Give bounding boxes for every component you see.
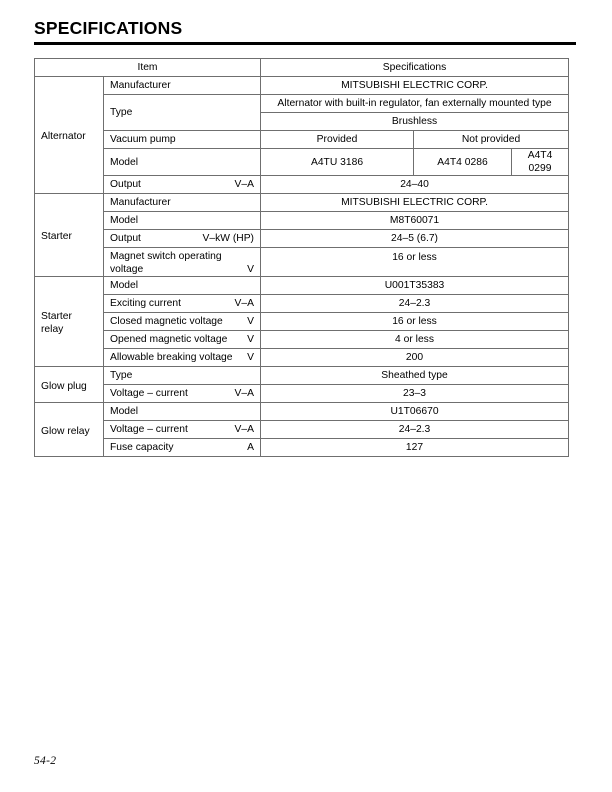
page-title: SPECIFICATIONS bbox=[34, 18, 183, 38]
value-cell: 127 bbox=[261, 439, 569, 457]
item-unit: V–A bbox=[234, 179, 254, 190]
item-unit: V bbox=[247, 352, 254, 363]
item-label-cell bbox=[104, 421, 261, 439]
item-label: Type bbox=[110, 370, 133, 381]
item-label-cell bbox=[104, 230, 261, 248]
item-label: Voltage – current bbox=[110, 424, 188, 435]
value-cell: MITSUBISHI ELECTRIC CORP. bbox=[261, 77, 569, 95]
table-row bbox=[35, 403, 569, 421]
value-cell: Not provided bbox=[414, 131, 569, 149]
value-cell: 4 or less bbox=[261, 331, 569, 349]
item-label-cell bbox=[104, 385, 261, 403]
group-label-starter-relay: Starter relay bbox=[35, 277, 104, 367]
item-unit: V–kW (HP) bbox=[202, 233, 254, 244]
table-row bbox=[35, 385, 569, 403]
item-label: Closed magnetic voltage bbox=[110, 316, 223, 327]
value-cell: 24–2.3 bbox=[261, 421, 569, 439]
item-label: Type bbox=[110, 107, 133, 118]
item-label: Output bbox=[110, 233, 141, 244]
value-cell: 24–2.3 bbox=[261, 295, 569, 313]
table-row bbox=[35, 149, 569, 176]
item-label-cell bbox=[104, 176, 261, 194]
header-cell-item: Item bbox=[35, 59, 261, 77]
table-row bbox=[35, 295, 569, 313]
value-cell: 24–5 (6.7) bbox=[261, 230, 569, 248]
item-label-cell bbox=[104, 439, 261, 457]
item-label: Manufacturer bbox=[110, 197, 171, 208]
value-cell: M8T60071 bbox=[261, 212, 569, 230]
item-label: Opened magnetic voltage bbox=[110, 334, 228, 345]
table-row bbox=[35, 439, 569, 457]
value-cell: 23–3 bbox=[261, 385, 569, 403]
table-row bbox=[35, 367, 569, 385]
item-unit: A bbox=[247, 442, 254, 453]
item-label-cell bbox=[104, 295, 261, 313]
group-label-glow-relay: Glow relay bbox=[35, 403, 104, 457]
title-block bbox=[34, 18, 576, 45]
item-label-cell bbox=[104, 131, 261, 149]
item-label: Model bbox=[110, 215, 139, 226]
item-unit: V bbox=[247, 264, 254, 275]
item-label-cell bbox=[104, 149, 261, 176]
item-label: Fuse capacity bbox=[110, 442, 174, 453]
item-label: Output bbox=[110, 179, 141, 190]
value-cell: A4TU 3186 bbox=[261, 149, 414, 176]
group-label-starter: Starter bbox=[35, 194, 104, 277]
table-row bbox=[35, 77, 569, 95]
table-row bbox=[35, 421, 569, 439]
item-label-cell bbox=[104, 313, 261, 331]
item-label-cell bbox=[104, 403, 261, 421]
item-unit: V–A bbox=[234, 388, 254, 399]
table-row bbox=[35, 131, 569, 149]
table-row bbox=[35, 230, 569, 248]
table-row bbox=[35, 349, 569, 367]
table-row bbox=[35, 194, 569, 212]
item-label-cell bbox=[104, 194, 261, 212]
item-label: Manufacturer bbox=[110, 80, 171, 91]
item-label-cell bbox=[104, 95, 261, 131]
table-row bbox=[35, 212, 569, 230]
item-unit: V bbox=[247, 316, 254, 327]
value-cell: U001T35383 bbox=[261, 277, 569, 295]
value-cell: A4T4 0299 bbox=[512, 149, 569, 176]
item-label-cell bbox=[104, 349, 261, 367]
specifications-table bbox=[34, 58, 569, 457]
value-cell: 24–40 bbox=[261, 176, 569, 194]
item-label-cell bbox=[104, 331, 261, 349]
item-label-cell bbox=[104, 367, 261, 385]
value-cell: 16 or less bbox=[261, 248, 569, 277]
item-label: Vacuum pump bbox=[110, 134, 176, 145]
item-unit: V–A bbox=[234, 298, 254, 309]
value-cell: A4T4 0286 bbox=[414, 149, 512, 176]
item-label-cell bbox=[104, 77, 261, 95]
table-row bbox=[35, 95, 569, 113]
item-label-cell bbox=[104, 212, 261, 230]
group-label-alternator: Alternator bbox=[35, 77, 104, 194]
item-label: Voltage – current bbox=[110, 388, 188, 399]
item-label-cell bbox=[104, 248, 261, 277]
item-label: Magnet switch operating voltage bbox=[110, 251, 222, 275]
value-cell: 200 bbox=[261, 349, 569, 367]
footer-page-number: 54-2 bbox=[34, 755, 57, 767]
table-row bbox=[35, 331, 569, 349]
value-cell: U1T06670 bbox=[261, 403, 569, 421]
value-cell: 16 or less bbox=[261, 313, 569, 331]
item-unit: V bbox=[247, 334, 254, 345]
table-row bbox=[35, 313, 569, 331]
item-label: Exciting current bbox=[110, 298, 181, 309]
item-label: Allowable breaking voltage bbox=[110, 352, 233, 363]
item-label: Model bbox=[110, 156, 139, 168]
item-label-cell bbox=[104, 277, 261, 295]
title-underline-rule bbox=[34, 42, 576, 45]
value-cell: Alternator with built-in regulator, fan externally mounted type bbox=[261, 95, 569, 113]
specifications-table-wrapper bbox=[34, 58, 568, 457]
item-label: Model bbox=[110, 280, 139, 291]
item-unit: V–A bbox=[234, 424, 254, 435]
header-cell-specifications: Specifications bbox=[261, 59, 569, 77]
value-cell: Sheathed type bbox=[261, 367, 569, 385]
table-row bbox=[35, 277, 569, 295]
item-label: Model bbox=[110, 406, 139, 417]
table-header-row bbox=[35, 59, 569, 77]
value-cell: Provided bbox=[261, 131, 414, 149]
value-cell: MITSUBISHI ELECTRIC CORP. bbox=[261, 194, 569, 212]
table-row bbox=[35, 248, 569, 277]
value-cell: Brushless bbox=[261, 113, 569, 131]
group-label-glow-plug: Glow plug bbox=[35, 367, 104, 403]
table-row bbox=[35, 176, 569, 194]
